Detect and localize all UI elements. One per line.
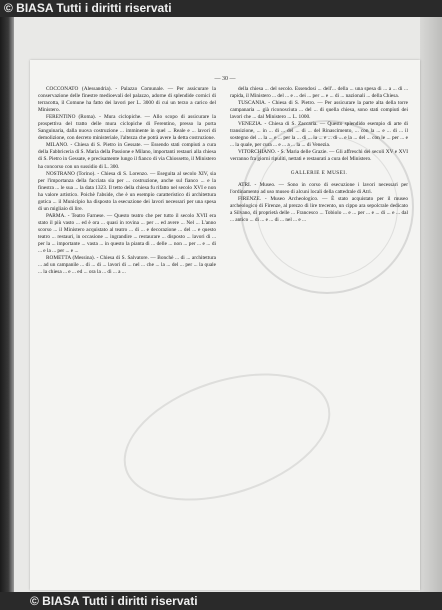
left-column <box>38 86 216 276</box>
entry-nostrano: NOSTRANO (Torino). - Chiesa di S. Lorenzo. — Eseguita al secolo XIV, sia per l'importanza della facciata sia per ... costruzione, anche sul fianco ... e la finestra ... le sua ... la data 1323. Il tetto della chiesa fu rifatto nel secolo XVI e non ha valore artistico. Poichè l'abside, che è un esempio caratteristico di architettura gotica ... il Municipio ha disposto la esecuzione dei lavori necessari per una spesa di un migliaio di lire. <box>38 170 216 212</box>
entry-firenze: FIRENZE. - Museo Archeologico. — È stato acquistato per il museo archeologico di Firenze, al prezzo di lire trecento, un cippo ara sepolcrale dedicato a Silvano, di proprietà delle ... Francesco ... Tobiolo ... e ... per ... e ... di ... e ... dal ... antico ... di ... e ... di ... nel ... e ... <box>230 195 408 223</box>
entry-ferentino: FERENTINO (Roma). - Mura ciclopiche. — Allo scopo di assicurare la prospettiva del tratto delle mura ciclopiche di Ferentino, presso la porta Sanguinaria, dalla nuova costruzione ... imminente in quel ... Reale e ... lavori di demolizione, con decreto ministeriale, l'altezza che potrà avere la detta costruzione. <box>38 114 216 142</box>
entry-rometta: ROMETTA (Messina). - Chiesa di S. Salvatore. — Bonchè ... di ... architettura ... ad un campanile ... di ... di ... lavori di ... nel ... che ... la ... del ... per ... la quale ... la chiesa ... e ... ed ... ora la ... di ... a ... <box>38 255 216 276</box>
entry-atri: ATRI. - Museo. — Sono in corso di esecuzione i lavori necessari per l'ordinamento ad uso museo di alcuni locali della cattedrale di Atri. <box>230 181 408 195</box>
entry-vitorchiano: VITORCHIANO. - S. Maria delle Grazie. — Gli affreschi dei secoli XV e XVI verranno fra giorni ripuliti, nettati e restaurati a cura del Ministero. <box>230 149 408 163</box>
document-page <box>30 60 420 590</box>
page-number: — 30 — <box>214 76 236 82</box>
entry-cocconato: COCCONATO (Alessandria). - Palazzo Comunale. — Per assicurare la conservazione delle finestre medioevali del palazzo, adorne di splendide cornici di terracotta, il Comune ha fatto dei lavori per L. 3000 di cui un terzo a carico del Ministero. <box>38 86 216 114</box>
copyright-banner-top: © BIASA Tutti i diritti riservati <box>0 0 442 17</box>
library-watermark <box>108 350 347 525</box>
scan-right-margin <box>420 17 442 592</box>
copyright-banner-bottom: © BIASA Tutti i diritti riservati <box>0 592 442 610</box>
entry-tuscania: TUSCANIA. - Chiesa di S. Pietro. — Per assicurare la parte alta della torre campanaria ... già riconosciuta ... del ... di quella chiesa, sono stati compiuti dei lavori che ... dal Ministero ... L. 1000. <box>230 100 408 121</box>
entry-parma: PARMA. - Teatro Farnese. — Questo teatro che per tutto il secolo XVII era stato il più vasto ... ed è ora ... quasi in rovina ... per ... ed avere ... Nel ... L'anno scorso ... il Ministero acquistato al teatro ... di ... e decorazione ... del ... e questo teatro ... restauri, in occasione ... ingrandire ... restaurare ... disposto ... lavori di ... per la ... importante ... vasta ... in questo la pianta di ... delle ... non ... per ... e ... di ... e la ... per ... e ... <box>38 212 216 255</box>
right-column <box>230 86 408 224</box>
scan-binding-edge <box>0 17 14 592</box>
entry-continuation: della chiesa ... del secolo. Essendosi ... dell'... della ... una spesa di ... a ... di ... rapida, il Ministero ... del ... e ... dei ... per ... e ... di ... nazionali ... della Chiesa. <box>230 86 408 100</box>
section-heading: GALLERIE E MUSEI. <box>290 169 348 176</box>
entry-milano: MILANO. - Chiesa di S. Pietro in Gessate. — Essendo stati compiuti a cura della Fabbriceria di S. Maria della Passione e Milano, importanti restauri alla chiesa di S. Pietro in Gessate, e precisamente lungo il fianco di via Chiossetto, il Ministero ha concorso con un sussidio di L. 300. <box>38 142 216 170</box>
entry-venezia: VENEZIA. - Chiesa di S. Zaccaria. — Questo splendido esempio di arte di transizione, ... in ... di ... del ... di ... del Rinascimento, ... con la ... e ... di ... il sostegno del ... la ... e ... per la ... di ... la ... e ... di ... e la ... del ... con le ... per ... e ... la quale, per cura ... e ... a ... la ... di Venezia. <box>230 121 408 149</box>
